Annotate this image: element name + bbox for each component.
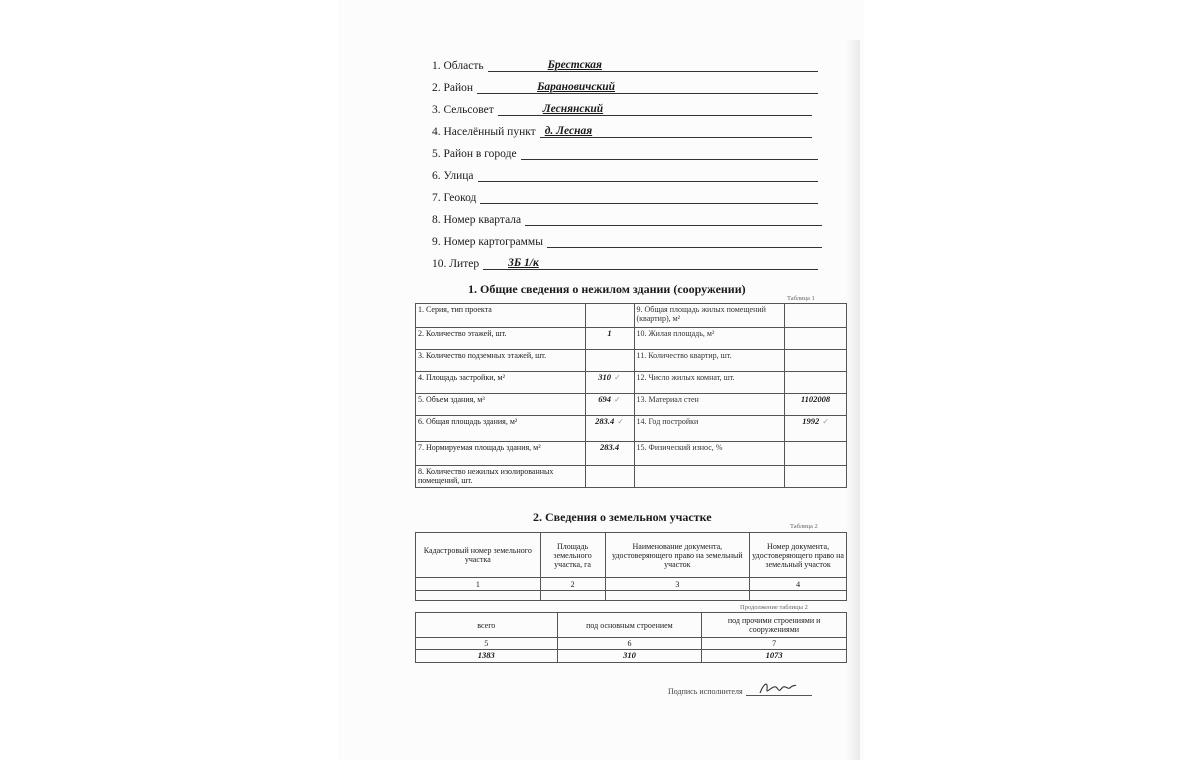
field-label: 2. Район — [432, 82, 474, 94]
table1-row — [416, 328, 847, 350]
table1-row — [416, 394, 847, 416]
field-row — [432, 78, 818, 94]
t2-num-4: 4 — [750, 578, 847, 591]
table1-row — [416, 350, 847, 372]
field-value-line — [540, 123, 812, 138]
field-row — [432, 56, 818, 72]
field-value: Брестская — [547, 59, 602, 71]
field-value: д. Лесная — [544, 125, 593, 137]
field-value-line — [488, 57, 818, 72]
t1-left-value — [585, 466, 634, 488]
table1-row — [416, 372, 847, 394]
table1-row — [416, 442, 847, 466]
table2-caption: Таблица 2 — [790, 523, 818, 530]
field-row — [432, 254, 818, 270]
checkmark-icon: ✓ — [614, 373, 621, 382]
t1-left-label: 8. Количество нежилых изолированных помещений, шт. — [416, 466, 586, 488]
t1-right-label: 9. Общая площадь жилых помещений (квартир), м² — [634, 304, 785, 328]
t2-header-4: Номер документа, удостоверяющего право на земельный участок — [750, 533, 847, 578]
field-row — [432, 144, 818, 160]
field-value-line — [498, 101, 812, 116]
t1-left-value-text: 1 — [607, 328, 612, 338]
field-value-line — [477, 79, 818, 94]
t1-right-value — [785, 416, 847, 442]
field-value-line — [483, 255, 818, 270]
field-label: 4. Населённый пункт — [432, 126, 536, 138]
t1-left-value — [585, 328, 634, 350]
t1-left-label: 6. Общая площадь здания, м² — [416, 416, 586, 442]
field-label: 1. Область — [432, 60, 484, 72]
field-label: 3. Сельсовет — [432, 104, 494, 116]
table1-caption: Таблица 1 — [787, 295, 815, 302]
t1-right-value — [785, 372, 847, 394]
t2c-header-3: под прочими строениями и сооружениями — [702, 613, 847, 638]
checkmark-icon: ✓ — [614, 395, 621, 404]
t1-left-value-text: 283.4 — [599, 442, 620, 452]
page-edge-shadow — [846, 40, 860, 760]
field-row — [432, 166, 818, 182]
t2c-value-other-buildings: 1073 — [702, 650, 847, 663]
t1-right-label — [634, 466, 785, 488]
t2-num-2: 2 — [540, 578, 605, 591]
t1-right-label: 10. Жилая площадь, м² — [634, 328, 785, 350]
t1-left-label: 1. Серия, тип проекта — [416, 304, 586, 328]
t2-num-1: 1 — [416, 578, 541, 591]
t1-left-label: 2. Количество этажей, шт. — [416, 328, 586, 350]
t2c-header-2: под основным строением — [557, 613, 702, 638]
checkmark-icon: ✓ — [822, 417, 829, 426]
table2-continued — [415, 612, 847, 663]
t1-left-value — [585, 372, 634, 394]
t1-left-value — [585, 304, 634, 328]
signature-label: Подпись исполнителя — [668, 687, 743, 696]
t2-empty-cell — [416, 591, 541, 601]
field-value: Леснянский — [542, 103, 604, 115]
t2-header-2: Площадь земельного участка, га — [540, 533, 605, 578]
signature-scribble — [758, 679, 798, 697]
field-row — [432, 100, 812, 116]
t2-header-3: Наименование документа, удостоверяющего право на земельный участок — [605, 533, 750, 578]
field-value-line — [478, 167, 819, 182]
t2-header-1: Кадастровый номер земельного участка — [416, 533, 541, 578]
field-value: 3Б 1/к — [508, 257, 539, 269]
table1-row — [416, 304, 847, 328]
t2c-value-total: 1383 — [416, 650, 558, 663]
t1-left-label: 7. Нормируемая площадь здания, м² — [416, 442, 586, 466]
table2-cont-caption: Продолжение таблицы 2 — [740, 604, 808, 611]
table1-row — [416, 416, 847, 442]
t1-right-value — [785, 394, 847, 416]
t2-num-3: 3 — [605, 578, 750, 591]
t1-right-label: 13. Материал стен — [634, 394, 785, 416]
t1-left-value-text: 310 — [598, 372, 612, 382]
t1-right-value-text: 1992 — [802, 416, 820, 426]
t1-right-label: 15. Физический износ, % — [634, 442, 785, 466]
field-row — [432, 122, 812, 138]
signature-block — [668, 683, 812, 696]
field-label: 6. Улица — [432, 170, 474, 182]
t2-empty-cell — [540, 591, 605, 601]
t1-left-value — [585, 442, 634, 466]
field-label: 7. Геокод — [432, 192, 477, 204]
t1-left-value-text: 283.4 — [595, 416, 615, 426]
t2-empty-cell — [605, 591, 750, 601]
section2-title: 2. Сведения о земельном участке — [533, 510, 712, 524]
section1-title: 1. Общие сведения о нежилом здании (сооружении) — [468, 282, 746, 296]
table1-row — [416, 466, 847, 488]
t2c-num-5: 5 — [416, 638, 558, 650]
t1-left-value — [585, 416, 634, 442]
field-label: 10. Литер — [432, 258, 480, 270]
field-label: 9. Номер картограммы — [432, 236, 543, 248]
t2c-num-7: 7 — [702, 638, 847, 650]
field-value-line — [521, 145, 818, 160]
field-label: 5. Район в городе — [432, 148, 517, 160]
field-row — [432, 210, 822, 226]
field-value-line — [525, 211, 822, 226]
field-value: Барановичский — [537, 81, 616, 93]
t2c-value-main-building: 310 — [557, 650, 702, 663]
checkmark-icon: ✓ — [617, 417, 624, 426]
field-row — [432, 232, 822, 248]
table1 — [415, 303, 847, 488]
field-value-line — [547, 233, 822, 248]
t1-right-value-text: 1102008 — [800, 394, 831, 404]
t1-right-label: 12. Число жилых комнат, шт. — [634, 372, 785, 394]
t1-right-label: 11. Количество квартир, шт. — [634, 350, 785, 372]
t2c-num-6: 6 — [557, 638, 702, 650]
t2c-header-1: всего — [416, 613, 558, 638]
t1-right-value — [785, 350, 847, 372]
table2 — [415, 532, 847, 601]
t1-left-value — [585, 350, 634, 372]
t1-left-value-text: 694 — [598, 394, 612, 404]
t1-left-label: 5. Объем здания, м³ — [416, 394, 586, 416]
field-label: 8. Номер квартала — [432, 214, 522, 226]
t1-right-value — [785, 466, 847, 488]
t1-left-value — [585, 394, 634, 416]
t2-empty-cell — [750, 591, 847, 601]
signature-line — [746, 683, 812, 696]
t1-right-value — [785, 304, 847, 328]
t1-left-label: 4. Площадь застройки, м² — [416, 372, 586, 394]
t1-right-label: 14. Год постройки — [634, 416, 785, 442]
t1-right-value — [785, 328, 847, 350]
t1-right-value — [785, 442, 847, 466]
t1-left-label: 3. Количество подземных этажей, шт. — [416, 350, 586, 372]
field-value-line — [480, 189, 818, 204]
field-row — [432, 188, 818, 204]
